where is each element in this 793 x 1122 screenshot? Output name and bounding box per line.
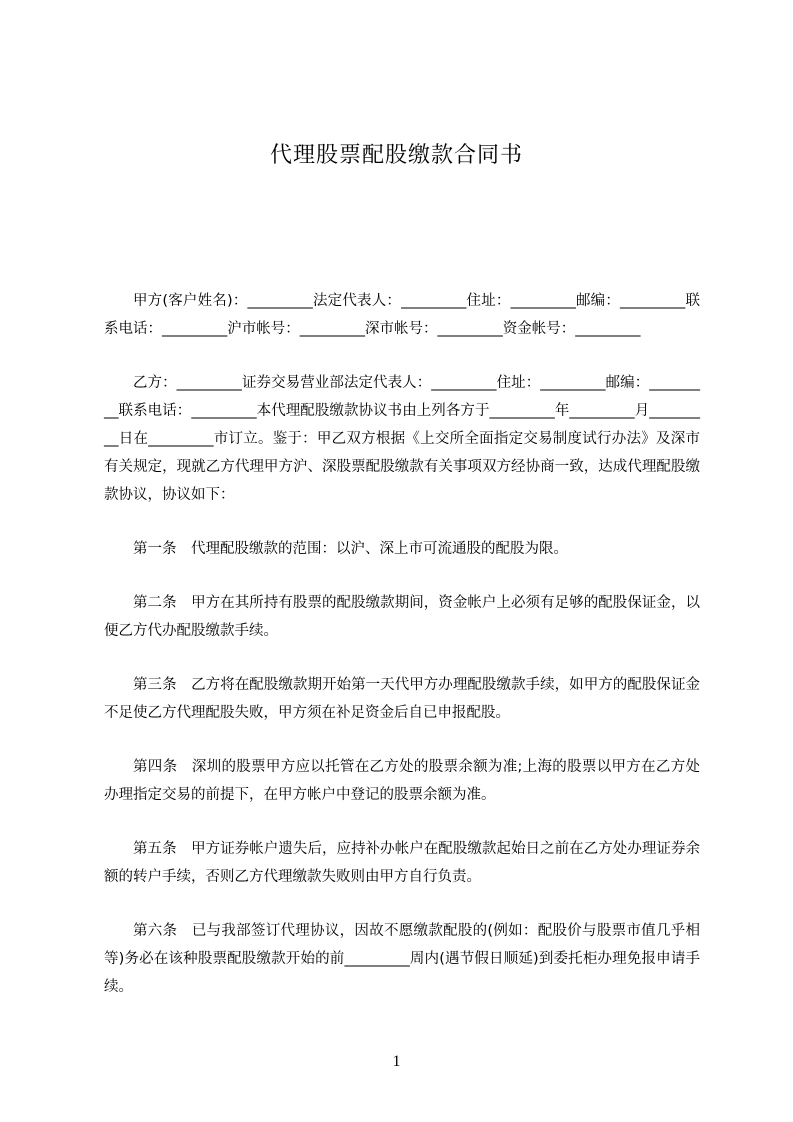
article-label: 第三条 [133,677,177,693]
article-4 [104,753,700,809]
article-text: 甲方在其所持有股票的配股缴款期间，资金帐户上必须有足够的配股保证金，以便乙方代办配股缴款手续。 [104,595,701,639]
article-label: 第四条 [133,759,178,775]
article-text: 甲方证券帐户遗失后，应持补办帐户在配股缴款起始日之前在乙方处办理证券余额的转户手续，否则乙方代理缴款失败则由甲方自行负责。 [104,841,701,885]
article-text: 代理配股缴款的范围：以沪、深上市可流通股的配股为限。 [191,541,568,557]
article-label: 第二条 [133,595,177,611]
document-title: 代理股票配股缴款合同书 [269,143,523,168]
article-text: 已与我部签订代理协议，因故不愿缴款配股的(例如：配股价与股票市值几乎相等)务必在该种股票配股缴款开始的前_________周内(遇节假日顺延)到委托柜办理免报申请手续。 [104,923,701,995]
article-text: 深圳的股票甲方应以托管在乙方处的股票余额为准;上海的股票以甲方在乙方处办理指定交易的前提下，在甲方帐户中登记的股票余额为准。 [104,759,700,803]
article-label: 第六条 [133,923,178,939]
article-label: 第一条 [133,541,177,557]
party-a-paragraph: 甲方(客户姓名)：_________法定代表人：_________住址：_________邮编：_________联系电话：_________沪市帐号：_________深市帐号：_________资金帐号：_________ [104,293,700,337]
document-body [104,287,700,1027]
article-5 [104,835,700,891]
article-1 [104,535,700,563]
article-3 [104,671,700,727]
article-label: 第五条 [133,841,177,857]
article-text: 乙方将在配股缴款期开始第一天代甲方办理配股缴款手续，如甲方的配股保证金不足使乙方代理配股失败，甲方须在补足资金后自已申报配股。 [104,677,701,721]
article-6 [104,917,700,1001]
party-b-paragraph: 乙方：_________证券交易营业部法定代表人：_________住址：_________邮编：_________联系电话：_________本代理配股缴款协议书由上列各方于_________年_________月_________日在_________市订立。鉴于：甲乙双方根据《上交所全面指定交易制度试行办法》及深市有关规定，现就乙方代理甲方沪、深股票配股缴款有关事项双方经协商一致，达成代理配股缴款协议，协议如下： [104,375,700,503]
page-number: 1 [392,1053,401,1070]
article-2 [104,589,700,645]
